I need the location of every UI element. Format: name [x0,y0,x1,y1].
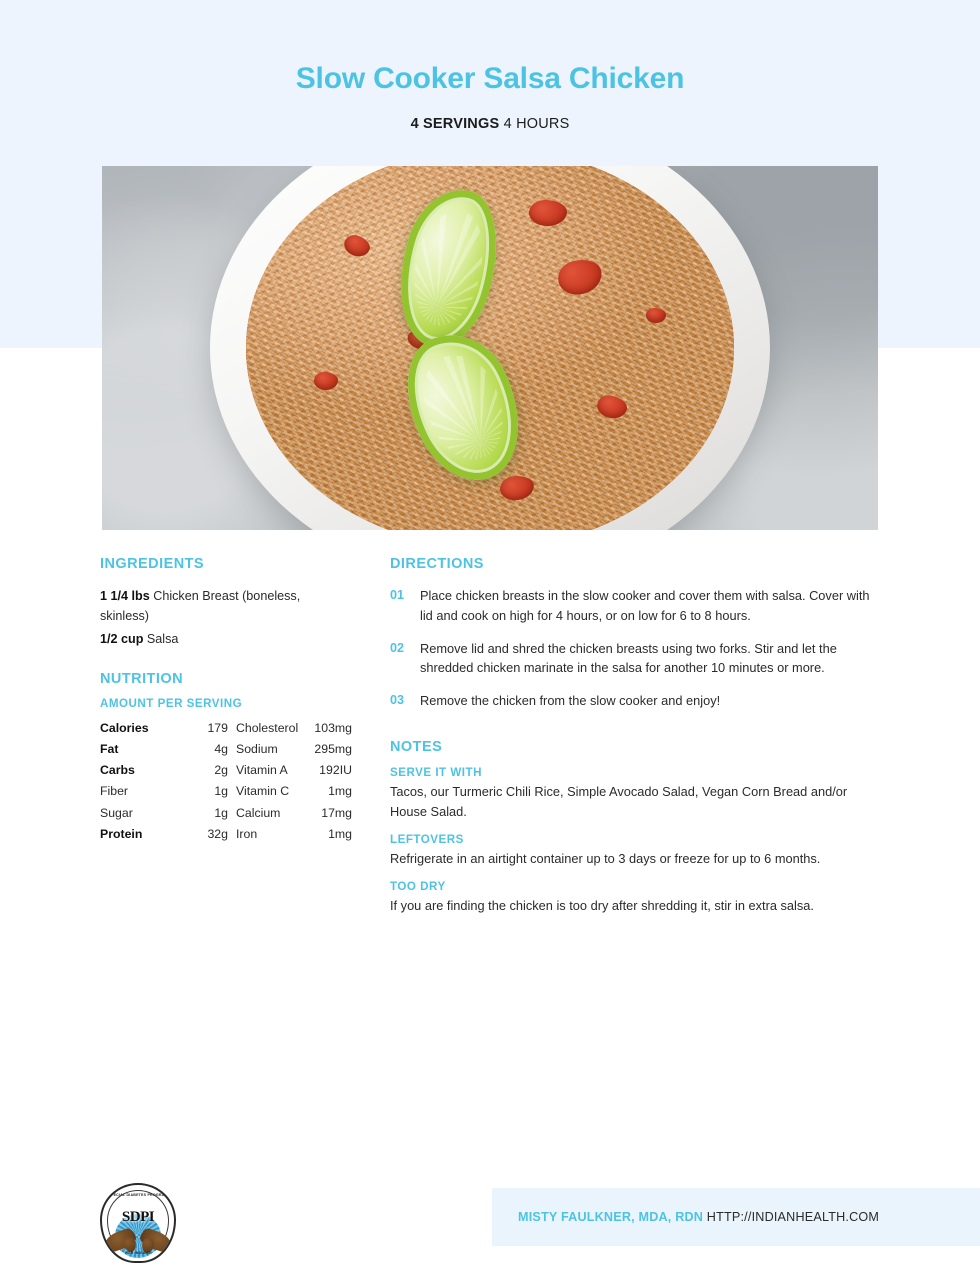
nutrient-value: 2g [214,763,228,778]
seal-arc-top-text: SPECIAL DIABETES PROGRAM [108,1193,168,1197]
table-row [100,717,352,738]
table-row [100,781,352,802]
nutrient-value: 17mg [321,805,352,820]
step-number: 02 [390,640,405,655]
nutrient-label: Protein [100,826,143,841]
note-body: If you are finding the chicken is too dry after shredding it, stir in extra salsa. [390,897,814,913]
step-text: Remove lid and shred the chicken breasts using two forks. Stir and let the shredded chicken marinate in the salsa for another 10 minutes or more. [420,640,837,676]
nutrient-value: 32g [207,826,228,841]
step-text: Remove the chicken from the slow cooker and enjoy! [420,693,721,709]
table-row [100,802,352,823]
nutrient-value: 295mg [314,741,352,756]
note-title: TOO DRY [390,879,446,893]
white-bowl [210,166,770,530]
nutrient-value: 103mg [314,720,352,735]
ingredient-amount: 1/2 cup [100,631,144,646]
ingredient-item [100,629,352,649]
nutrient-label: Fat [100,741,119,756]
sdpi-logo [88,1183,184,1259]
amount-per-serving-label: AMOUNT PER SERVING [100,697,243,711]
notes-section [390,739,872,915]
nutrient-value: 4g [214,741,228,756]
step-number: 01 [390,588,405,602]
nutrition-section [100,671,352,844]
ingredient-name: Salsa [146,631,179,646]
seal-arc-bottom-text: FOR INDIANS [125,1251,151,1255]
bowl-interior [246,166,734,530]
nutrient-label: Vitamin C [236,784,290,799]
credit-text [518,1210,879,1224]
nutrition-table [100,717,352,844]
nutrient-value: 1g [214,805,228,820]
left-column [100,556,352,844]
note-body: Refrigerate in an airtight container up to 3 days or freeze for up to 6 months. [390,850,821,866]
step-number: 03 [390,693,405,708]
cook-time-label: 4 HOURS [503,116,570,132]
seal-badge [100,1183,176,1263]
nutrient-label: Sodium [236,741,278,756]
credit-author: MISTY FAULKNER, MDA, RDN [518,1210,704,1224]
recipe-photo [102,166,878,530]
direction-step [390,639,872,679]
nutrient-label: Cholesterol [236,720,299,735]
directions-heading: DIRECTIONS [390,556,484,572]
ingredient-item [100,586,352,627]
ingredient-name: Chicken Breast (boneless, skinless) [100,589,301,624]
nutrient-label: Carbs [100,763,135,778]
note-title: LEFTOVERS [390,832,464,846]
credit-bar [492,1188,980,1246]
notes-heading: NOTES [390,739,443,756]
credit-url[interactable]: HTTP://INDIANHEALTH.COM [706,1210,880,1224]
ingredients-heading: INGREDIENTS [100,556,205,572]
servings-label: 4 SERVINGS [410,116,500,132]
note-title: SERVE IT WITH [390,766,482,780]
nutrient-label: Sugar [100,805,133,820]
nutrition-heading: NUTRITION [100,671,183,688]
page-title: Slow Cooker Salsa Chicken [295,62,685,95]
nutrient-value: 1g [214,784,228,799]
step-text: Place chicken breasts in the slow cooker and cover them with salsa. Cover with lid and cook on high for 4 hours, or on low for 6 to 8 hours. [420,588,870,623]
table-row [100,760,352,781]
nutrient-label: Calcium [236,805,281,820]
table-row [100,823,352,844]
ingredient-amount: 1 1/4 lbs [100,589,150,603]
nutrient-value: 1mg [328,784,352,799]
nutrient-label: Calories [100,720,149,735]
nutrient-label: Iron [236,826,258,841]
right-column [390,556,872,915]
nutrient-label: Vitamin A [236,763,288,778]
nutrient-value: 192IU [319,763,352,778]
direction-step [390,691,872,711]
nutrient-value: 179 [207,720,228,735]
seal-acronym: SDPI [121,1209,155,1225]
nutrient-label: Fiber [100,784,129,799]
recipe-meta [0,116,980,132]
table-row [100,738,352,759]
note-body: Tacos, our Turmeric Chili Rice, Simple Avocado Salad, Vegan Corn Bread and/or House Salad. [390,784,848,819]
direction-step [390,586,872,626]
nutrient-value: 1mg [328,826,352,841]
